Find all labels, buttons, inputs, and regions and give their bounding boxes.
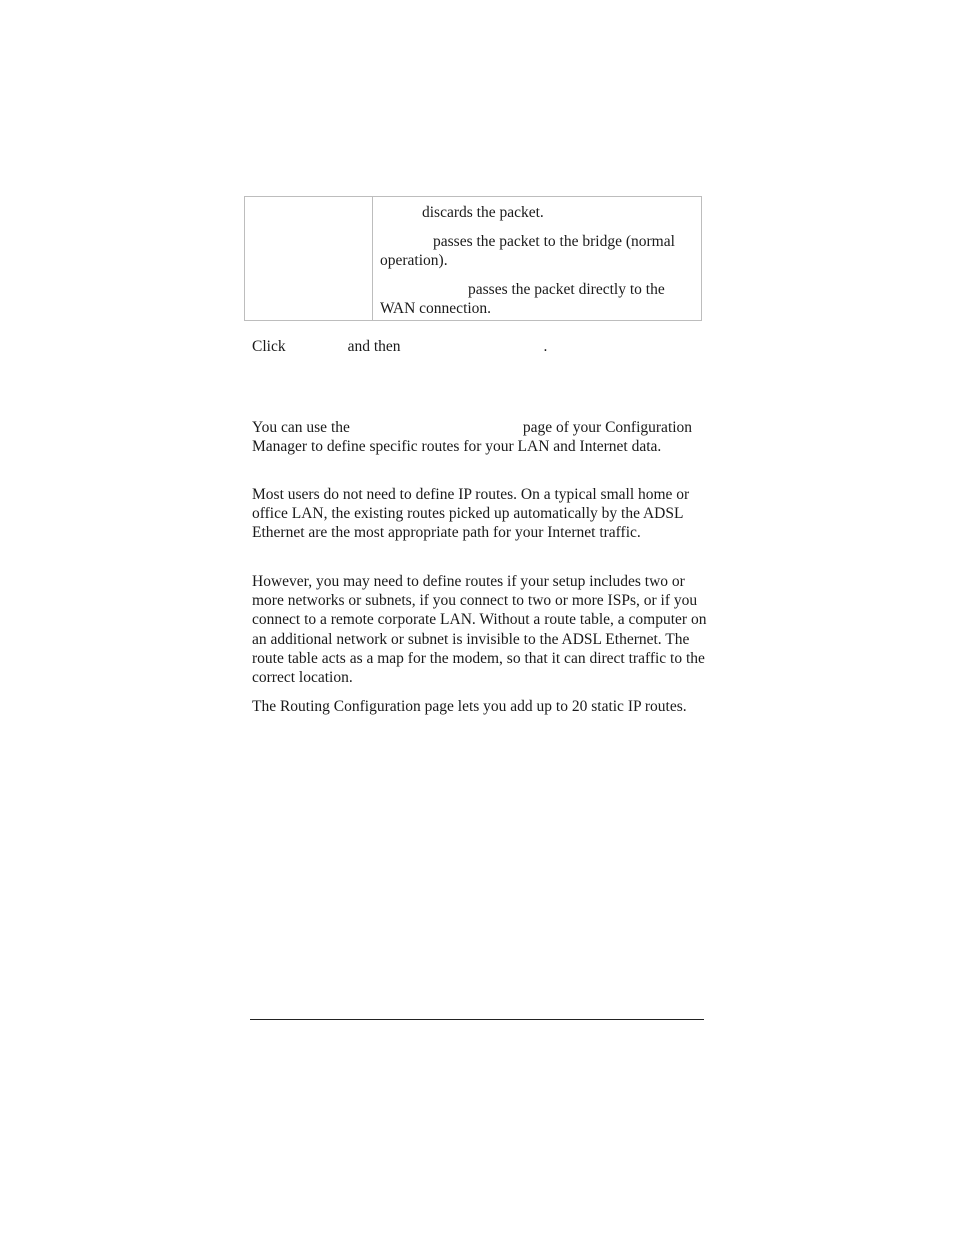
- paragraph-intro-rest: Configuration Manager to define specific routes for your LAN and Internet data.: [252, 419, 693, 456]
- option-bridge-text: passes the packet to the bridge (normal operation).: [380, 233, 675, 270]
- option-wan-text: passes the packet directly to the WAN connection.: [380, 281, 665, 318]
- instruction-and-then: and then: [347, 338, 401, 355]
- paragraph-routing-config: The Routing Configuration page lets you add up to 20 static IP routes.: [252, 698, 687, 715]
- instruction-period: .: [543, 338, 548, 355]
- instruction-line: [252, 337, 712, 356]
- paragraph-intro: [252, 418, 708, 456]
- paragraph-however: However, you may need to define routes if your setup includes two or more networks or subnets, if you connect to two or more ISPs, or if you connect to a remote corporate LAN. Without a route table, a computer on an additional network or subnet is invisible to the ADSL Ethernet. The route table acts as a map for the modem, so that it can direct traffic to the correct location.: [252, 573, 707, 687]
- footer-rule: [250, 1019, 704, 1020]
- option-discard-text: discards the packet.: [422, 204, 544, 221]
- instruction-click: Click: [252, 338, 286, 355]
- option-bridge: [380, 232, 698, 270]
- option-discard: [380, 203, 698, 222]
- paragraph-intro-lead: You can use the: [252, 419, 350, 436]
- option-wan: [380, 280, 698, 318]
- paragraph-most-users: Most users do not need to define IP routes. On a typical small home or office LAN, the existing routes picked up automatically by the ADSL Ethernet are the most appropriate path for your Internet traffic.: [252, 486, 690, 542]
- options-table: [244, 196, 702, 321]
- paragraph-intro-mid: page of your: [522, 419, 602, 436]
- table-column-divider: [372, 197, 373, 320]
